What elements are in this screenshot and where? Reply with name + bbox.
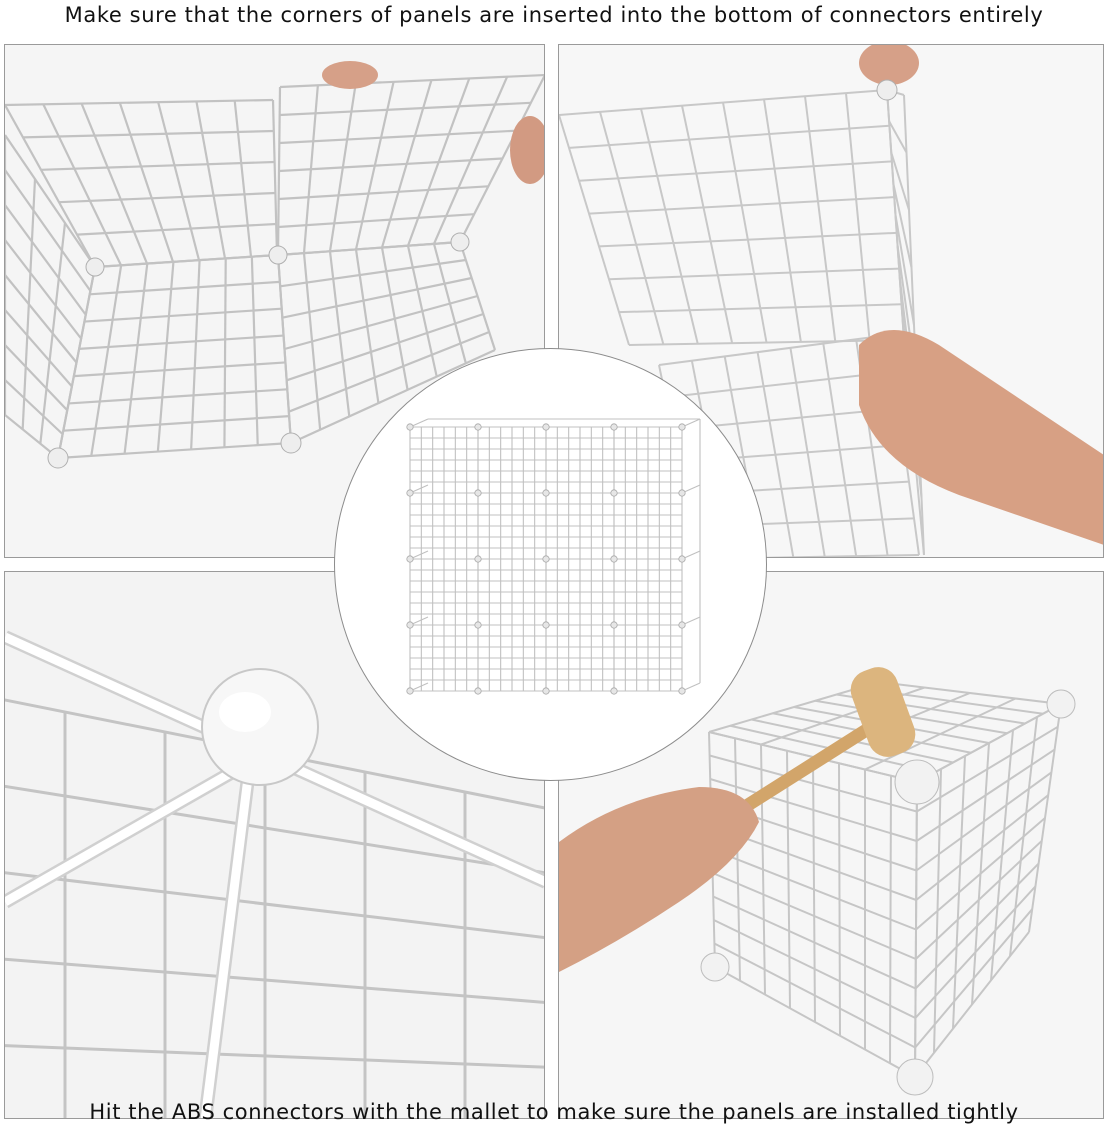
connector-dot <box>611 688 617 694</box>
connector-dot <box>475 424 481 430</box>
connector-dot <box>611 622 617 628</box>
connector-dot <box>611 556 617 562</box>
connector-dot <box>611 424 617 430</box>
bottom-caption: Hit the ABS connectors with the mallet to make sure the panels are installed tightly <box>89 1100 1019 1124</box>
connector-dot <box>475 622 481 628</box>
connector-dot <box>407 490 413 496</box>
connector-dot <box>475 688 481 694</box>
connector-icon <box>86 258 104 276</box>
connector-dot <box>543 490 549 496</box>
connector-dot <box>611 490 617 496</box>
connector-dot <box>543 424 549 430</box>
connector-icon <box>895 760 939 804</box>
connector-icon <box>701 953 729 981</box>
assembled-cube-shelf <box>334 348 767 781</box>
connector-dot <box>543 622 549 628</box>
connector-icon <box>897 1059 933 1095</box>
connector-dot <box>543 556 549 562</box>
connector-icon <box>281 433 301 453</box>
connector-icon <box>451 233 469 251</box>
connector-dot <box>679 424 685 430</box>
connector-dot <box>407 424 413 430</box>
connector-dot <box>679 556 685 562</box>
connector-icon <box>269 246 287 264</box>
connector-icon <box>48 448 68 468</box>
connector-dot <box>407 688 413 694</box>
connector-dot <box>475 556 481 562</box>
hand-icon <box>322 61 378 89</box>
cube-shelf-illustration <box>335 349 767 781</box>
connector-dot <box>679 490 685 496</box>
connector-dot <box>407 556 413 562</box>
connector-dot <box>407 622 413 628</box>
top-caption: Make sure that the corners of panels are inserted into the bottom of connectors entirely <box>64 3 1044 27</box>
connector-dot <box>543 688 549 694</box>
connector-dot <box>679 622 685 628</box>
connector-dot <box>475 490 481 496</box>
connector-icon <box>1047 690 1075 718</box>
connector-icon <box>877 80 897 100</box>
connector-dot <box>679 688 685 694</box>
